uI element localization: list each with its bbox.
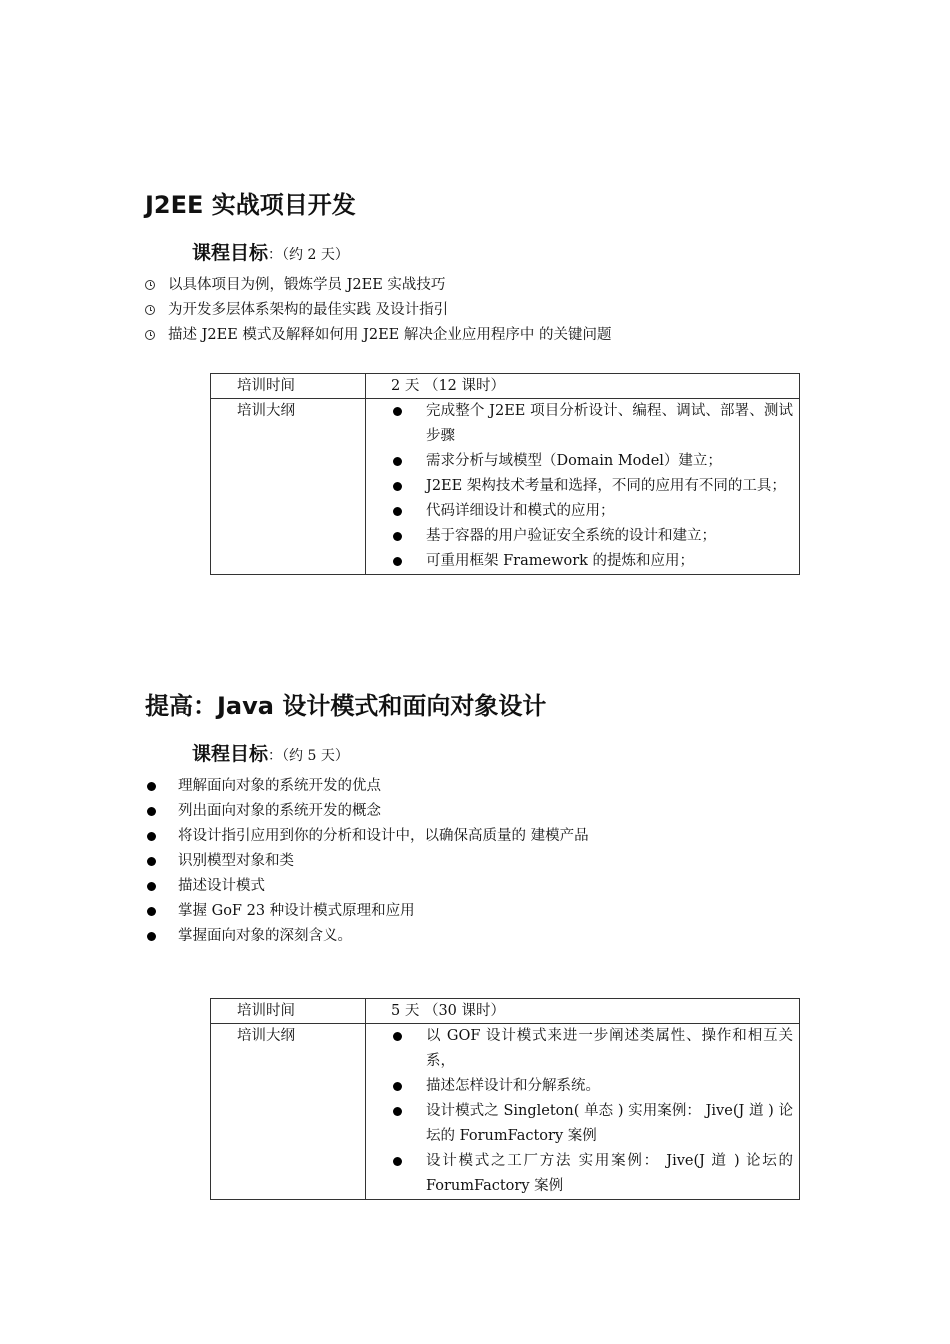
section2-title: 提高：Java 设计模式和面向对象设计: [145, 692, 547, 720]
bullet-icon: [147, 932, 156, 941]
objective-item: 为开发多层体系架构的最佳实践 及设计指引: [145, 298, 611, 323]
section2-goal-duration: ：（约 5 天）: [268, 748, 349, 764]
objective-item: 掌握 GoF 23 种设计模式原理和应用: [145, 899, 589, 924]
bullet-icon: [393, 507, 402, 516]
section1-goal-duration: ：（约 2 天）: [268, 247, 349, 263]
section2-goal-label: 课程目标: [192, 743, 269, 765]
outline-item: 设计模式之 Singleton( 单态 ) 实用案例： Jive(J 道 ) 论坛的 ForumFactory 案例: [391, 1099, 793, 1149]
section1-training-table: [210, 373, 800, 575]
objective-item: 以具体项目为例，锻炼学员 J2EE 实战技巧: [145, 273, 611, 298]
outline-item: J2EE 架构技术考量和选择，不同的应用有不同的工具；: [391, 474, 793, 499]
section1-title: J2EE 实战项目开发: [145, 191, 356, 219]
table-row: [211, 999, 800, 1024]
table-row: [211, 1024, 800, 1200]
time-label: 培训时间: [211, 374, 366, 399]
objective-item: 描述设计模式: [145, 874, 589, 899]
outline-label: 培训大纲: [211, 399, 366, 575]
table-row: [211, 399, 800, 575]
clock-icon: [145, 280, 155, 290]
objective-item: 列出面向对象的系统开发的概念: [145, 799, 589, 824]
outline-item: 代码详细设计和模式的应用；: [391, 499, 793, 524]
outline-item: 需求分析与域模型（Domain Model）建立；: [391, 449, 793, 474]
bullet-icon: [393, 482, 402, 491]
time-label: 培训时间: [211, 999, 366, 1024]
objective-item: 将设计指引应用到你的分析和设计中，以确保高质量的 建模产品: [145, 824, 589, 849]
time-value: 5 天 （30 课时）: [366, 999, 800, 1024]
time-value: 2 天 （12 课时）: [366, 374, 800, 399]
bullet-icon: [147, 907, 156, 916]
table-row: [211, 374, 800, 399]
bullet-icon: [393, 457, 402, 466]
section2-objectives: [145, 774, 589, 949]
outline-item: 描述怎样设计和分解系统。: [391, 1074, 793, 1099]
bullet-icon: [147, 857, 156, 866]
bullet-icon: [393, 532, 402, 541]
outline-list: [391, 399, 799, 574]
bullet-icon: [147, 832, 156, 841]
bullet-icon: [393, 1107, 402, 1116]
clock-icon: [145, 305, 155, 315]
bullet-icon: [147, 807, 156, 816]
bullet-icon: [393, 1157, 402, 1166]
objective-item: 掌握面向对象的深刻含义。: [145, 924, 589, 949]
section1-objectives: [145, 273, 611, 348]
section2-training-table: [210, 998, 800, 1200]
section1-goal: [192, 238, 349, 265]
bullet-icon: [393, 557, 402, 566]
outline-item: 可重用框架 Framework 的提炼和应用；: [391, 549, 793, 574]
section2-goal: [192, 739, 349, 766]
outline-cell: [366, 399, 800, 575]
outline-item: 以 GOF 设计模式来进一步阐述类属性、操作和相互关系，: [391, 1024, 793, 1074]
bullet-icon: [147, 782, 156, 791]
outline-item: 完成整个 J2EE 项目分析设计、编程、调试、部署、测试步骤: [391, 399, 793, 449]
outline-label: 培训大纲: [211, 1024, 366, 1200]
clock-icon: [145, 330, 155, 340]
objective-item: 描述 J2EE 模式及解释如何用 J2EE 解决企业应用程序中 的关键问题: [145, 323, 611, 348]
outline-item: 设计模式之工厂方法 实用案例： Jive(J 道 ) 论坛的 ForumFactory 案例: [391, 1149, 793, 1199]
objective-item: 识别模型对象和类: [145, 849, 589, 874]
section1-goal-label: 课程目标: [192, 242, 269, 264]
outline-list: [391, 1024, 799, 1199]
bullet-icon: [393, 1082, 402, 1091]
bullet-icon: [393, 407, 402, 416]
bullet-icon: [393, 1032, 402, 1041]
outline-cell: [366, 1024, 800, 1200]
objective-item: 理解面向对象的系统开发的优点: [145, 774, 589, 799]
outline-item: 基于容器的用户验证安全系统的设计和建立；: [391, 524, 793, 549]
bullet-icon: [147, 882, 156, 891]
